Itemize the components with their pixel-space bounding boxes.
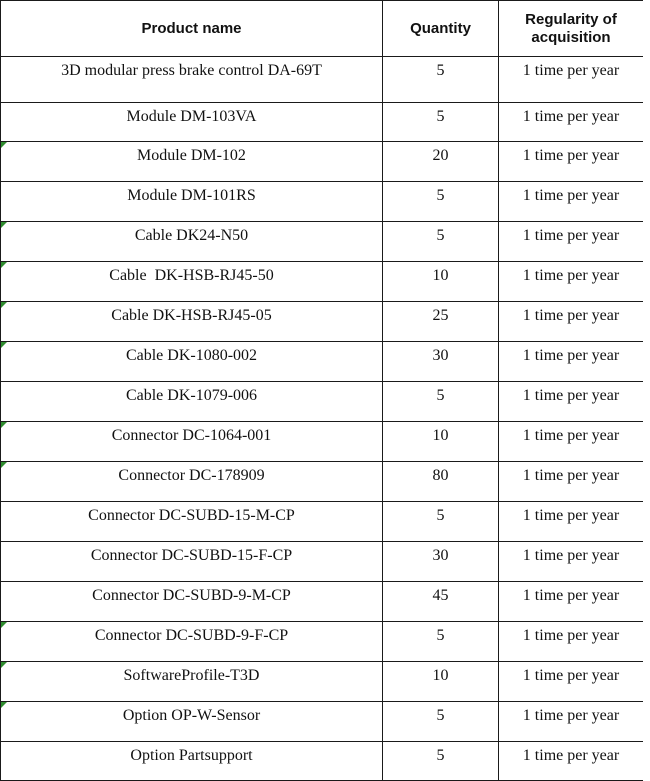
comment-marker-icon	[1, 262, 7, 268]
product-name-text: Connector DC-178909	[118, 467, 265, 484]
cell-regularity: 1 time per year	[499, 622, 644, 662]
table-row	[1, 622, 644, 662]
cell-product-name	[1, 262, 383, 302]
table-row	[1, 382, 644, 422]
cell-product-name	[1, 142, 383, 182]
product-name-text: Option Partsupport	[130, 747, 253, 764]
header-regularity: Regularity of acquisition	[499, 1, 644, 57]
cell-quantity: 5	[383, 702, 499, 742]
comment-marker-icon	[1, 222, 7, 228]
cell-regularity: 1 time per year	[499, 422, 644, 462]
cell-regularity: 1 time per year	[499, 542, 644, 582]
table-row	[1, 103, 644, 142]
cell-regularity: 1 time per year	[499, 382, 644, 422]
cell-quantity: 20	[383, 142, 499, 182]
product-name-text: SoftwareProfile-T3D	[123, 667, 260, 684]
header-product-name: Product name	[1, 1, 383, 57]
cell-regularity: 1 time per year	[499, 462, 644, 502]
cell-quantity: 10	[383, 262, 499, 302]
cell-regularity: 1 time per year	[499, 502, 644, 542]
cell-regularity: 1 time per year	[499, 57, 644, 103]
comment-marker-icon	[1, 422, 7, 428]
cell-regularity: 1 time per year	[499, 142, 644, 182]
product-name-text: Connector DC-SUBD-9-F-CP	[94, 627, 289, 644]
table-row	[1, 222, 644, 262]
cell-product-name	[1, 302, 383, 342]
cell-product-name	[1, 662, 383, 702]
cell-product-name	[1, 502, 383, 542]
cell-quantity: 5	[383, 57, 499, 103]
product-name-text: Cable DK24-N50	[134, 227, 249, 244]
table-row	[1, 342, 644, 382]
product-name-text: Option OP-W-Sensor	[122, 707, 261, 724]
table-row	[1, 702, 644, 742]
cell-regularity: 1 time per year	[499, 342, 644, 382]
table-row	[1, 502, 644, 542]
cell-quantity: 5	[383, 622, 499, 662]
cell-quantity: 30	[383, 342, 499, 382]
cell-regularity: 1 time per year	[499, 222, 644, 262]
cell-product-name	[1, 702, 383, 742]
cell-quantity: 5	[383, 382, 499, 422]
cell-regularity: 1 time per year	[499, 702, 644, 742]
cell-product-name	[1, 462, 383, 502]
comment-marker-icon	[1, 302, 7, 308]
cell-regularity: 1 time per year	[499, 582, 644, 622]
cell-quantity: 5	[383, 742, 499, 781]
cell-regularity: 1 time per year	[499, 742, 644, 781]
cell-quantity: 5	[383, 222, 499, 262]
product-name-text: Cable DK-HSB-RJ45-05	[111, 307, 272, 324]
product-name-text: Connector DC-SUBD-15-M-CP	[88, 507, 295, 524]
cell-regularity: 1 time per year	[499, 302, 644, 342]
table-row	[1, 462, 644, 502]
comment-marker-icon	[1, 142, 7, 148]
table-row	[1, 302, 644, 342]
cell-product-name	[1, 382, 383, 422]
comment-marker-icon	[1, 342, 7, 348]
table-row	[1, 182, 644, 222]
product-name-text: Module DM-101RS	[127, 187, 256, 204]
comment-marker-icon	[1, 462, 7, 468]
comment-marker-icon	[1, 662, 7, 668]
table-row	[1, 142, 644, 182]
cell-product-name	[1, 182, 383, 222]
cell-quantity: 30	[383, 542, 499, 582]
cell-quantity: 5	[383, 103, 499, 142]
cell-quantity: 45	[383, 582, 499, 622]
cell-product-name	[1, 542, 383, 582]
cell-product-name	[1, 742, 383, 781]
cell-quantity: 5	[383, 502, 499, 542]
cell-quantity: 10	[383, 422, 499, 462]
table-row	[1, 662, 644, 702]
cell-quantity: 10	[383, 662, 499, 702]
table-row	[1, 542, 644, 582]
comment-marker-icon	[1, 622, 7, 628]
cell-quantity: 25	[383, 302, 499, 342]
product-name-text: Cable DK-HSB-RJ45-50	[109, 267, 274, 284]
product-name-text: Module DM-103VA	[126, 108, 257, 125]
product-name-text: 3D modular press brake control DA-69T	[61, 62, 322, 79]
product-name-text: Cable DK-1080-002	[125, 347, 258, 364]
table-body	[1, 57, 644, 781]
table-row	[1, 742, 644, 781]
product-name-text: Module DM-102	[137, 147, 246, 164]
table-row	[1, 422, 644, 462]
cell-product-name	[1, 103, 383, 142]
cell-product-name	[1, 342, 383, 382]
cell-product-name	[1, 582, 383, 622]
table-row	[1, 582, 644, 622]
product-name-text: Connector DC-SUBD-15-F-CP	[90, 547, 293, 564]
cell-quantity: 80	[383, 462, 499, 502]
cell-product-name	[1, 622, 383, 662]
table-header-row	[1, 1, 644, 57]
cell-regularity: 1 time per year	[499, 262, 644, 302]
cell-quantity: 5	[383, 182, 499, 222]
cell-product-name	[1, 222, 383, 262]
header-quantity: Quantity	[383, 1, 499, 57]
product-name-text: Connector DC-SUBD-9-M-CP	[92, 587, 291, 604]
cell-regularity: 1 time per year	[499, 182, 644, 222]
cell-product-name	[1, 57, 383, 103]
table-row	[1, 262, 644, 302]
comment-marker-icon	[1, 702, 7, 708]
page-right-margin	[643, 0, 650, 781]
cell-product-name	[1, 422, 383, 462]
product-name-text: Cable DK-1079-006	[125, 387, 258, 404]
cell-regularity: 1 time per year	[499, 103, 644, 142]
product-name-text: Connector DC-1064-001	[111, 427, 272, 444]
table-row	[1, 57, 644, 103]
cell-regularity: 1 time per year	[499, 662, 644, 702]
